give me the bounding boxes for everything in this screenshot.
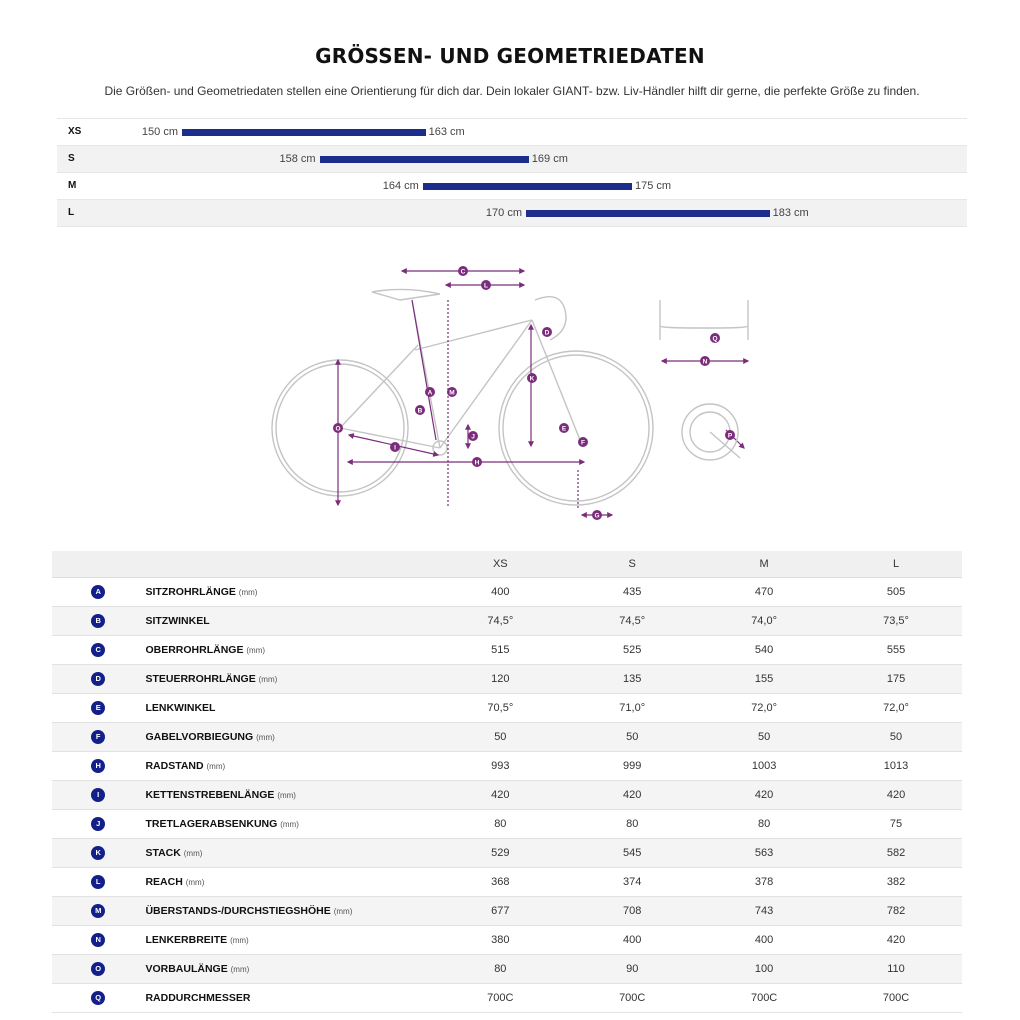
row-letter-cell	[52, 607, 144, 636]
size-max: 175 cm	[635, 180, 672, 192]
size-min: 170 cm	[485, 207, 522, 219]
value-cell: 120	[434, 665, 566, 694]
size-min: 164 cm	[382, 180, 419, 192]
value-cell: 400	[434, 578, 566, 607]
row-name-cell	[144, 955, 434, 984]
header-size: S	[566, 551, 698, 578]
row-unit: (mm)	[246, 646, 266, 655]
letter-badge: O	[91, 962, 105, 976]
page-subtitle: Die Größen- und Geometriedaten stellen eine Orientierung für dich dar. Dein lokaler GIANT- bzw. Liv-Händler hilft dir gerne, die perfekte Größe zu finden.	[104, 84, 920, 98]
size-label: M	[68, 180, 77, 191]
row-unit: (mm)	[206, 762, 226, 771]
row-name-cell	[144, 607, 434, 636]
value-cell: 155	[698, 665, 830, 694]
value-cell: 700C	[830, 984, 962, 1013]
size-range-bar	[320, 156, 529, 163]
size-range-bar	[182, 129, 426, 136]
row-name: TRETLAGERABSENKUNG	[145, 818, 278, 830]
row-name-cell	[144, 578, 434, 607]
geometry-row	[52, 781, 962, 810]
value-cell: 80	[434, 810, 566, 839]
size-range-bar	[526, 210, 770, 217]
row-unit: (mm)	[238, 588, 258, 597]
row-name: LENKERBREITE	[145, 934, 228, 946]
row-letter-cell	[52, 752, 144, 781]
row-letter-cell	[52, 984, 144, 1013]
geometry-row	[52, 723, 962, 752]
size-max: 169 cm	[531, 153, 568, 165]
row-letter-cell	[52, 578, 144, 607]
diagram-badge-label: C	[460, 268, 466, 276]
row-name-cell	[144, 752, 434, 781]
row-letter-cell	[52, 926, 144, 955]
value-cell: 382	[830, 868, 962, 897]
geometry-row	[52, 665, 962, 694]
row-name-cell	[144, 897, 434, 926]
row-unit: (mm)	[333, 907, 353, 916]
value-cell: 420	[830, 926, 962, 955]
letter-badge: N	[91, 933, 105, 947]
value-cell: 74,0°	[698, 607, 830, 636]
header-letter	[52, 551, 144, 578]
size-range-bar	[423, 183, 632, 190]
diagram-badge-label: G	[594, 512, 600, 520]
row-letter-cell	[52, 868, 144, 897]
size-label: S	[68, 153, 75, 164]
size-min: 150 cm	[141, 126, 178, 138]
letter-badge: J	[91, 817, 105, 831]
value-cell: 700C	[566, 984, 698, 1013]
header-size: M	[698, 551, 830, 578]
value-cell: 420	[566, 781, 698, 810]
value-cell: 50	[566, 723, 698, 752]
diagram-badge-label: N	[702, 358, 708, 366]
row-name-cell	[144, 868, 434, 897]
value-cell: 70,5°	[434, 694, 566, 723]
value-cell: 435	[566, 578, 698, 607]
value-cell: 540	[698, 636, 830, 665]
row-name-cell	[144, 723, 434, 752]
geometry-row	[52, 897, 962, 926]
row-name-cell	[144, 839, 434, 868]
value-cell: 563	[698, 839, 830, 868]
value-cell: 470	[698, 578, 830, 607]
header-size: XS	[434, 551, 566, 578]
size-row	[57, 118, 967, 145]
row-name: OBERROHRLÄNGE	[145, 644, 244, 656]
diagram-badge-label: B	[417, 407, 423, 415]
value-cell: 73,5°	[830, 607, 962, 636]
row-name: RADSTAND	[145, 760, 204, 772]
row-name: LENKWINKEL	[145, 702, 216, 714]
size-min: 158 cm	[279, 153, 316, 165]
row-name-cell	[144, 636, 434, 665]
diagram-badge-label: A	[427, 389, 433, 397]
row-letter-cell	[52, 839, 144, 868]
row-name: VORBAULÄNGE	[145, 963, 228, 975]
size-row	[57, 199, 967, 227]
row-name-cell	[144, 926, 434, 955]
letter-badge: I	[91, 788, 105, 802]
value-cell: 72,0°	[830, 694, 962, 723]
value-cell: 420	[698, 781, 830, 810]
value-cell: 782	[830, 897, 962, 926]
row-name: ÜBERSTANDS-/DURCHSTIEGSHÖHE	[145, 905, 331, 917]
row-name-cell	[144, 984, 434, 1013]
value-cell: 743	[698, 897, 830, 926]
diagram-badge-label: I	[394, 444, 396, 452]
geometry-row	[52, 752, 962, 781]
value-cell: 999	[566, 752, 698, 781]
diagram-badge-label: Q	[712, 335, 718, 343]
size-row	[57, 172, 967, 199]
value-cell: 50	[434, 723, 566, 752]
letter-badge: B	[91, 614, 105, 628]
row-letter-cell	[52, 781, 144, 810]
diagram-badge-label: J	[471, 433, 475, 441]
row-letter-cell	[52, 897, 144, 926]
geometry-row	[52, 578, 962, 607]
letter-badge: H	[91, 759, 105, 773]
row-name: STACK	[145, 847, 181, 859]
size-chart	[57, 118, 967, 227]
value-cell: 708	[566, 897, 698, 926]
diagram-badge-label: H	[474, 459, 480, 467]
geometry-row	[52, 636, 962, 665]
letter-badge: A	[91, 585, 105, 599]
geometry-header-row	[52, 551, 962, 578]
value-cell: 993	[434, 752, 566, 781]
bike-frame	[272, 289, 653, 505]
geometry-row	[52, 694, 962, 723]
letter-badge: E	[91, 701, 105, 715]
value-cell: 80	[698, 810, 830, 839]
value-cell: 80	[434, 955, 566, 984]
geometry-table	[52, 551, 962, 1013]
row-name-cell	[144, 810, 434, 839]
value-cell: 420	[830, 781, 962, 810]
diagram-badge-label: O	[335, 425, 341, 433]
value-cell: 378	[698, 868, 830, 897]
row-letter-cell	[52, 955, 144, 984]
value-cell: 677	[434, 897, 566, 926]
diagram-badge-label: E	[561, 425, 567, 433]
value-cell: 505	[830, 578, 962, 607]
value-cell: 1003	[698, 752, 830, 781]
diagram-badge-label: D	[544, 329, 550, 337]
row-name-cell	[144, 665, 434, 694]
letter-badge: Q	[91, 991, 105, 1005]
value-cell: 525	[566, 636, 698, 665]
row-unit: (mm)	[277, 791, 296, 800]
page-title: GRÖSSEN- UND GEOMETRIEDATEN	[315, 44, 705, 68]
geometry-row	[52, 839, 962, 868]
letter-badge: M	[91, 904, 105, 918]
row-unit: (mm)	[183, 849, 203, 858]
header-name	[144, 551, 434, 578]
geometry-row	[52, 607, 962, 636]
value-cell: 420	[434, 781, 566, 810]
size-label: L	[68, 207, 75, 218]
letter-badge: K	[91, 846, 105, 860]
row-name-cell	[144, 694, 434, 723]
geometry-row	[52, 868, 962, 897]
value-cell: 175	[830, 665, 962, 694]
diagram-badge-label: L	[484, 282, 488, 290]
value-cell: 74,5°	[434, 607, 566, 636]
value-cell: 555	[830, 636, 962, 665]
size-row	[57, 145, 967, 172]
diagram-badge-label: K	[529, 375, 535, 383]
row-unit: (mm)	[230, 936, 249, 945]
size-max: 183 cm	[772, 207, 809, 219]
value-cell: 374	[566, 868, 698, 897]
value-cell: 400	[566, 926, 698, 955]
row-name: REACH	[145, 876, 183, 888]
value-cell: 100	[698, 955, 830, 984]
row-unit: (mm)	[256, 733, 275, 742]
handlebar-inset	[660, 300, 748, 343]
geometry-row	[52, 810, 962, 839]
value-cell: 80	[566, 810, 698, 839]
value-cell: 700C	[434, 984, 566, 1013]
row-unit: (mm)	[185, 878, 205, 887]
value-cell: 135	[566, 665, 698, 694]
value-cell: 50	[830, 723, 962, 752]
value-cell: 74,5°	[566, 607, 698, 636]
letter-badge: F	[91, 730, 105, 744]
row-unit: (mm)	[258, 675, 278, 684]
saddle	[372, 289, 440, 300]
row-letter-cell	[52, 665, 144, 694]
row-name: GABELVORBIEGUNG	[145, 731, 254, 743]
size-label: XS	[68, 126, 82, 137]
value-cell: 400	[698, 926, 830, 955]
value-cell: 529	[434, 839, 566, 868]
value-cell: 515	[434, 636, 566, 665]
diagram-badge-label: M	[449, 389, 455, 397]
row-name-cell	[144, 781, 434, 810]
geometry-row	[52, 955, 962, 984]
row-name: KETTENSTREBENLÄNGE	[145, 789, 275, 801]
row-letter-cell	[52, 810, 144, 839]
geometry-row	[52, 984, 962, 1013]
value-cell: 582	[830, 839, 962, 868]
geometry-row	[52, 926, 962, 955]
value-cell: 380	[434, 926, 566, 955]
front-wheel	[499, 351, 653, 505]
diagram-badge-label: P	[727, 432, 733, 440]
row-name: STEUERROHRLÄNGE	[145, 673, 256, 685]
row-name: RADDURCHMESSER	[145, 992, 251, 1004]
row-name: SITZWINKEL	[145, 615, 210, 627]
value-cell: 1013	[830, 752, 962, 781]
value-cell: 700C	[698, 984, 830, 1013]
letter-badge: D	[91, 672, 105, 686]
letter-badge: L	[91, 875, 105, 889]
letter-badge: C	[91, 643, 105, 657]
value-cell: 71,0°	[566, 694, 698, 723]
row-letter-cell	[52, 636, 144, 665]
value-cell: 50	[698, 723, 830, 752]
value-cell: 110	[830, 955, 962, 984]
row-unit: (mm)	[230, 965, 250, 974]
diagram-badge-label: F	[581, 439, 585, 447]
value-cell: 75	[830, 810, 962, 839]
row-letter-cell	[52, 694, 144, 723]
value-cell: 368	[434, 868, 566, 897]
row-name: SITZROHRLÄNGE	[145, 586, 236, 598]
header-size: L	[830, 551, 962, 578]
value-cell: 72,0°	[698, 694, 830, 723]
bike-geometry-diagram	[250, 255, 770, 525]
value-cell: 545	[566, 839, 698, 868]
row-unit: (mm)	[280, 820, 299, 829]
value-cell: 90	[566, 955, 698, 984]
row-letter-cell	[52, 723, 144, 752]
size-max: 163 cm	[428, 126, 465, 138]
